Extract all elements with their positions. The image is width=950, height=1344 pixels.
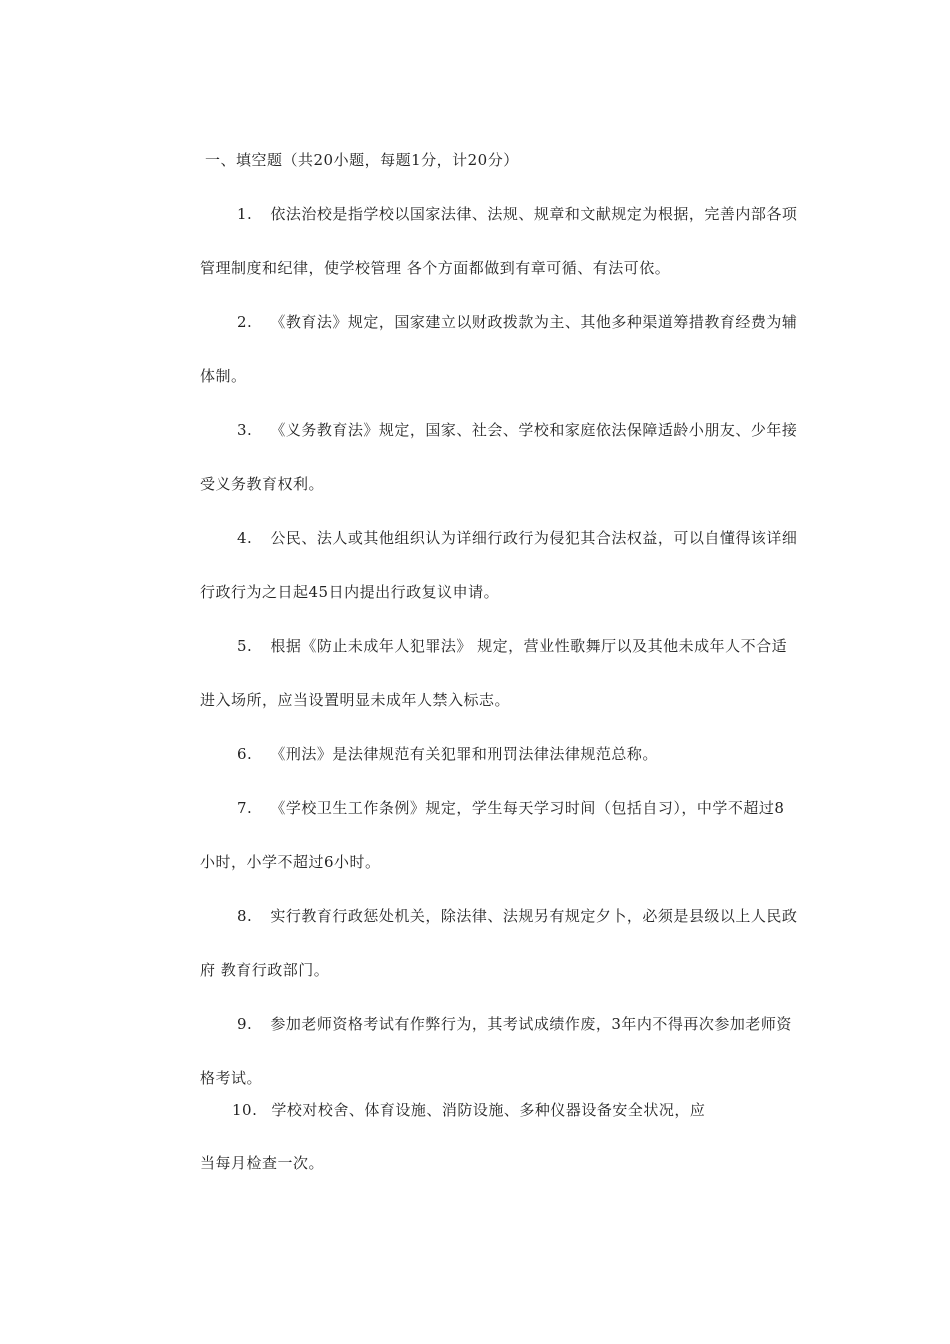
question-number: 10. — [232, 1101, 258, 1119]
question-item-2-line-1 — [237, 312, 797, 332]
question-number: 5. — [237, 637, 253, 655]
question-item-6-line-1 — [237, 744, 658, 764]
question-number: 8. — [237, 907, 253, 925]
question-number: 7. — [237, 799, 253, 817]
question-item-1-line-1 — [237, 204, 797, 224]
question-text: 依法治校是指学校以国家法律、法规、规章和文献规定为根据，完善内部各项 — [270, 205, 798, 223]
question-text: 根据《防止未成年人犯罪法》 规定，营业性歌舞厅以及其他未成年人不合适 — [270, 637, 788, 655]
question-number: 2. — [237, 313, 253, 331]
question-number: 9. — [237, 1015, 253, 1033]
question-text: 参加老师资格考试有作弊行为，其考试成绩作废，3年内不得再次参加老师资 — [270, 1015, 792, 1033]
question-item-7-line-2: 小时，小学不超过6小时。 — [200, 853, 381, 871]
question-item-1-line-2: 管理制度和纪律，使学校管理 各个方面都做到有章可循、有法可依。 — [200, 259, 671, 277]
question-number: 4. — [237, 529, 253, 547]
question-item-8-line-2: 府 教育行政部门。 — [200, 961, 330, 979]
question-item-4-line-2: 行政行为之日起45日内提出行政复议申请。 — [200, 583, 500, 601]
question-text: 学校对校舍、体育设施、消防设施、多种仪器设备安全状况，应 — [271, 1101, 706, 1119]
question-text: 《义务教育法》规定，国家、社会、学校和家庭依法保障适龄小朋友、少年接 — [270, 421, 798, 439]
question-item-4-line-1 — [237, 528, 797, 548]
question-item-9-line-1 — [237, 1014, 792, 1034]
question-item-2-line-2: 体制。 — [200, 367, 247, 385]
question-item-3-line-2: 受义务教育权利。 — [200, 475, 325, 493]
question-text: 《刑法》是法律规范有关犯罪和刑罚法律法律规范总称。 — [270, 745, 658, 763]
question-text: 《教育法》规定，国家建立以财政拨款为主、其他多种渠道筹措教育经费为辅 — [270, 313, 798, 331]
question-text: 《学校卫生工作条例》规定，学生每天学习时间（包括自习），中学不超过8 — [270, 799, 785, 817]
question-item-5-line-2: 进入场所，应当设置明显未成年人禁入标志。 — [200, 691, 511, 709]
question-item-10-line-2: 当每月检查一次。 — [200, 1154, 325, 1172]
question-item-10-line-1 — [232, 1100, 705, 1120]
question-item-7-line-1 — [237, 798, 784, 818]
question-item-8-line-1 — [237, 906, 797, 926]
question-item-9-line-2: 格考试。 — [200, 1069, 263, 1087]
section-title: 一、填空题（共20小题，每题1分，计20分） — [205, 151, 519, 169]
question-number: 3. — [237, 421, 253, 439]
question-number: 6. — [237, 745, 253, 763]
question-text: 实行教育行政惩处机关，除法律、法规另有规定夕卜，必须是县级以上人民政 — [270, 907, 798, 925]
question-item-3-line-1 — [237, 420, 797, 440]
question-number: 1. — [237, 205, 253, 223]
question-text: 公民、法人或其他组织认为详细行政行为侵犯其合法权益，可以自懂得该详细 — [270, 529, 798, 547]
question-item-5-line-1 — [237, 636, 787, 656]
